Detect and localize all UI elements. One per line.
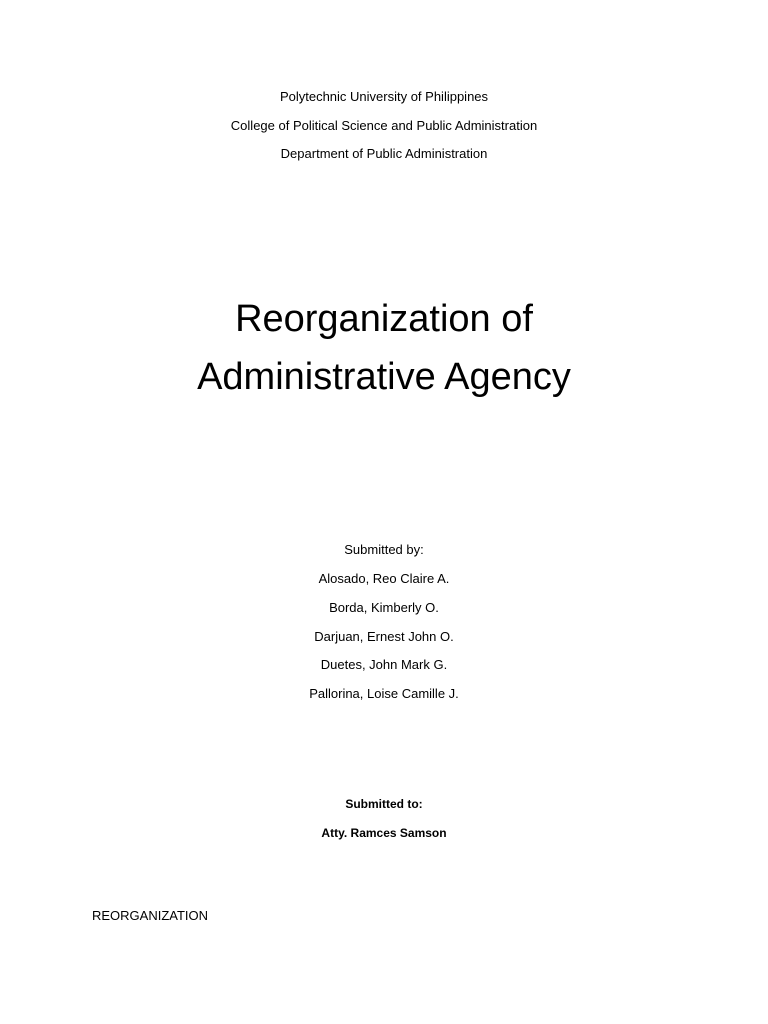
submitter-name: Duetes, John Mark G. xyxy=(320,657,448,672)
submitter-name: Alosado, Reo Claire A. xyxy=(318,571,450,586)
submitter-name: Borda, Kimberly O. xyxy=(329,600,439,615)
title-line-2: Administrative Agency xyxy=(197,356,571,398)
footer-label: REORGANIZATION xyxy=(92,908,209,923)
title-line-1: Reorganization of xyxy=(235,298,533,340)
department-name: Department of Public Administration xyxy=(280,146,488,161)
university-name: Polytechnic University of Philippines xyxy=(279,89,489,104)
submitted-to-label: Submitted to: xyxy=(345,797,423,811)
college-name: College of Political Science and Public Administration xyxy=(230,118,538,133)
submitter-name: Pallorina, Loise Camille J. xyxy=(309,686,459,701)
submitter-name: Darjuan, Ernest John O. xyxy=(314,629,454,644)
submitted-by-label: Submitted by: xyxy=(344,542,424,557)
recipient-name: Atty. Ramces Samson xyxy=(321,826,447,840)
